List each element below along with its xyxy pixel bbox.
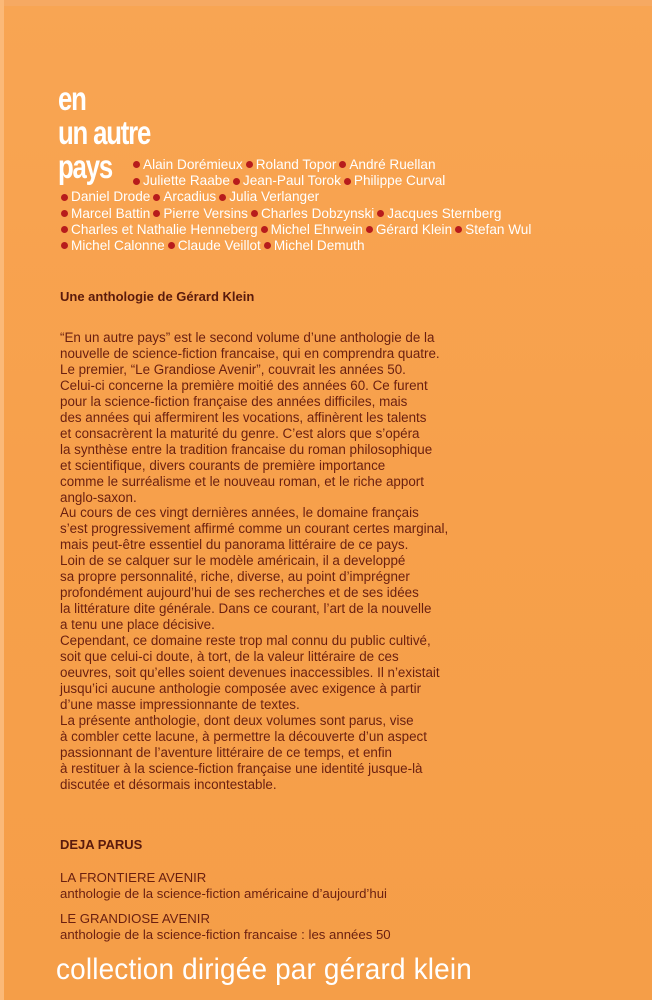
title-line: un autre	[58, 114, 151, 151]
blurb-line: d’une masse impressionnante de textes.	[60, 696, 300, 712]
bullet-icon	[61, 194, 68, 201]
author-name: Jacques Sternberg	[387, 205, 502, 221]
blurb-line: Au cours de ces vingt dernières années, le domaine français	[60, 505, 419, 521]
author-name: Charles et Nathalie Henneberg	[71, 221, 258, 237]
author-name: Alain Dorémieux	[143, 157, 243, 172]
author-name: Michel Ehrwein	[270, 221, 363, 237]
cover-top-edge	[0, 0, 652, 6]
author-name: Stefan Wul	[465, 221, 532, 237]
anthology-subtitle: Une anthologie de Gérard Klein	[60, 289, 255, 304]
author-name: Philippe Curval	[353, 173, 446, 189]
blurb-line: et scientifique, divers courants de première importance	[60, 457, 386, 473]
bullet-icon	[219, 194, 226, 201]
blurb-line: passionnant de l’aventure littéraire de ce temps, et enfin	[60, 744, 392, 760]
blurb-line: Le premier, “Le Grandiose Avenir”, couvrait les années 50.	[60, 361, 406, 377]
blurb-line: Loin de se calquer sur le modèle américain, il a developpé	[60, 553, 406, 569]
blurb-line: mais peut-être essentiel du panorama littéraire de ce pays.	[60, 537, 409, 553]
book-subtitle-line: anthologie de la science-fiction américaine d’aujourd’hui	[60, 885, 387, 901]
already-published-heading: DEJA PARUS	[60, 837, 143, 852]
author-name: Juliette Raabe	[143, 173, 230, 189]
bullet-icon	[339, 161, 346, 168]
bullet-icon	[153, 194, 160, 201]
blurb-line: Celui-ci concerne la première moitié des années 60. Ce furent	[60, 377, 428, 393]
bullet-icon	[261, 226, 268, 233]
bullet-icon	[377, 210, 384, 217]
title-line: en	[58, 80, 86, 117]
author-name: Jean-Paul Torok	[242, 173, 341, 189]
bullet-icon	[133, 161, 140, 168]
blurb-line: jusqu’ici aucune anthologie composée avec exigence à partir	[60, 680, 422, 696]
blurb-line: s’est progressivement affirmé comme un courant certes marginal,	[60, 521, 449, 537]
blurb-line: la littérature dite générale. Dans ce courant, l’art de la nouvelle	[60, 601, 432, 617]
blurb-line: La présente anthologie, dont deux volumes sont parus, vise	[60, 712, 414, 728]
blurb-line: la synthèse entre la tradition francaise du roman philosophique	[60, 441, 433, 457]
author-row	[58, 189, 618, 205]
author-name: Michel Calonne	[71, 238, 165, 254]
cover-left-edge	[0, 0, 4, 1000]
bullet-icon	[251, 210, 258, 217]
bullet-icon	[233, 178, 240, 185]
blurb-line: Cependant, ce domaine reste trop mal connu du public cultivé,	[60, 633, 431, 649]
blurb-line: profondément aujourd’hui de ses recherches et de ses idées	[60, 585, 419, 601]
author-name: Charles Dobzynski	[260, 205, 375, 221]
blurb-line: à combler cette lacune, à permettre la découverte d’un aspect	[60, 728, 427, 744]
author-row	[58, 173, 618, 189]
title-line: pays	[58, 148, 112, 185]
author-name: Daniel Drode	[71, 189, 151, 205]
blurb-line: a tenu une place décisive.	[60, 617, 215, 633]
published-book	[60, 870, 387, 901]
blurb-line: soit que celui-ci doute, à tort, de la valeur littéraire de ces	[60, 649, 399, 665]
blurb-line: pour la science-fiction française des années difficiles, mais	[60, 393, 408, 409]
author-name: André Ruellan	[349, 157, 436, 172]
blurb-line: “En un autre pays” est le second volume d’une anthologie de la	[60, 330, 435, 345]
blurb-text	[60, 330, 600, 793]
blurb-line: à restituer à la science-fiction française une identité jusque-là	[60, 760, 423, 776]
bullet-icon	[264, 242, 271, 249]
blurb-line: oeuvres, soit qu’elles soient devenues inaccessibles. Il n’existait	[60, 665, 440, 681]
bullet-icon	[344, 178, 351, 185]
bullet-icon	[246, 161, 253, 168]
author-row	[58, 238, 618, 254]
author-name: Michel Demuth	[273, 238, 365, 254]
author-name: Roland Topor	[255, 157, 337, 172]
bullet-icon	[61, 226, 68, 233]
author-name: Arcadius	[163, 189, 217, 205]
blurb-line: nouvelle de science-fiction francaise, qui en comprendra quatre.	[60, 345, 440, 361]
author-name: Claude Veillot	[177, 238, 261, 254]
bullet-icon	[133, 178, 140, 185]
book-subtitle-line: anthologie de la science-fiction francaise : les années 50	[60, 926, 391, 942]
book-title-line: LE GRANDIOSE AVENIR	[60, 911, 210, 926]
book-title-line: LA FRONTIERE AVENIR	[60, 870, 207, 885]
bullet-icon	[153, 210, 160, 217]
author-name: Pierre Versins	[163, 205, 248, 221]
bullet-icon	[168, 242, 175, 249]
author-name: Gérard Klein	[375, 221, 453, 237]
blurb-line: comme le surréalisme et le nouveau roman, et le riche apport	[60, 473, 424, 489]
author-row	[58, 206, 618, 222]
bullet-icon	[61, 242, 68, 249]
author-name: Marcel Battin	[71, 205, 151, 221]
blurb-line: discutée et désormais incontestable.	[60, 776, 277, 792]
blurb-line: sa propre personnalité, riche, diverse, au point d’imprégner	[60, 569, 410, 585]
bullet-icon	[366, 226, 373, 233]
author-row	[58, 157, 618, 173]
bullet-icon	[455, 226, 462, 233]
author-name: Julia Verlanger	[229, 189, 320, 205]
blurb-line: et consacrèrent la maturité du genre. C’est alors que s’opéra	[60, 425, 420, 441]
author-list	[58, 157, 618, 254]
published-book	[60, 911, 391, 942]
bullet-icon	[61, 210, 68, 217]
blurb-line: des années qui affermirent les vocations, affinèrent les talents	[60, 409, 427, 425]
blurb-line: anglo-saxon.	[60, 489, 137, 505]
collection-footer: collection dirigée par gérard klein	[56, 953, 472, 986]
author-row	[58, 222, 618, 238]
